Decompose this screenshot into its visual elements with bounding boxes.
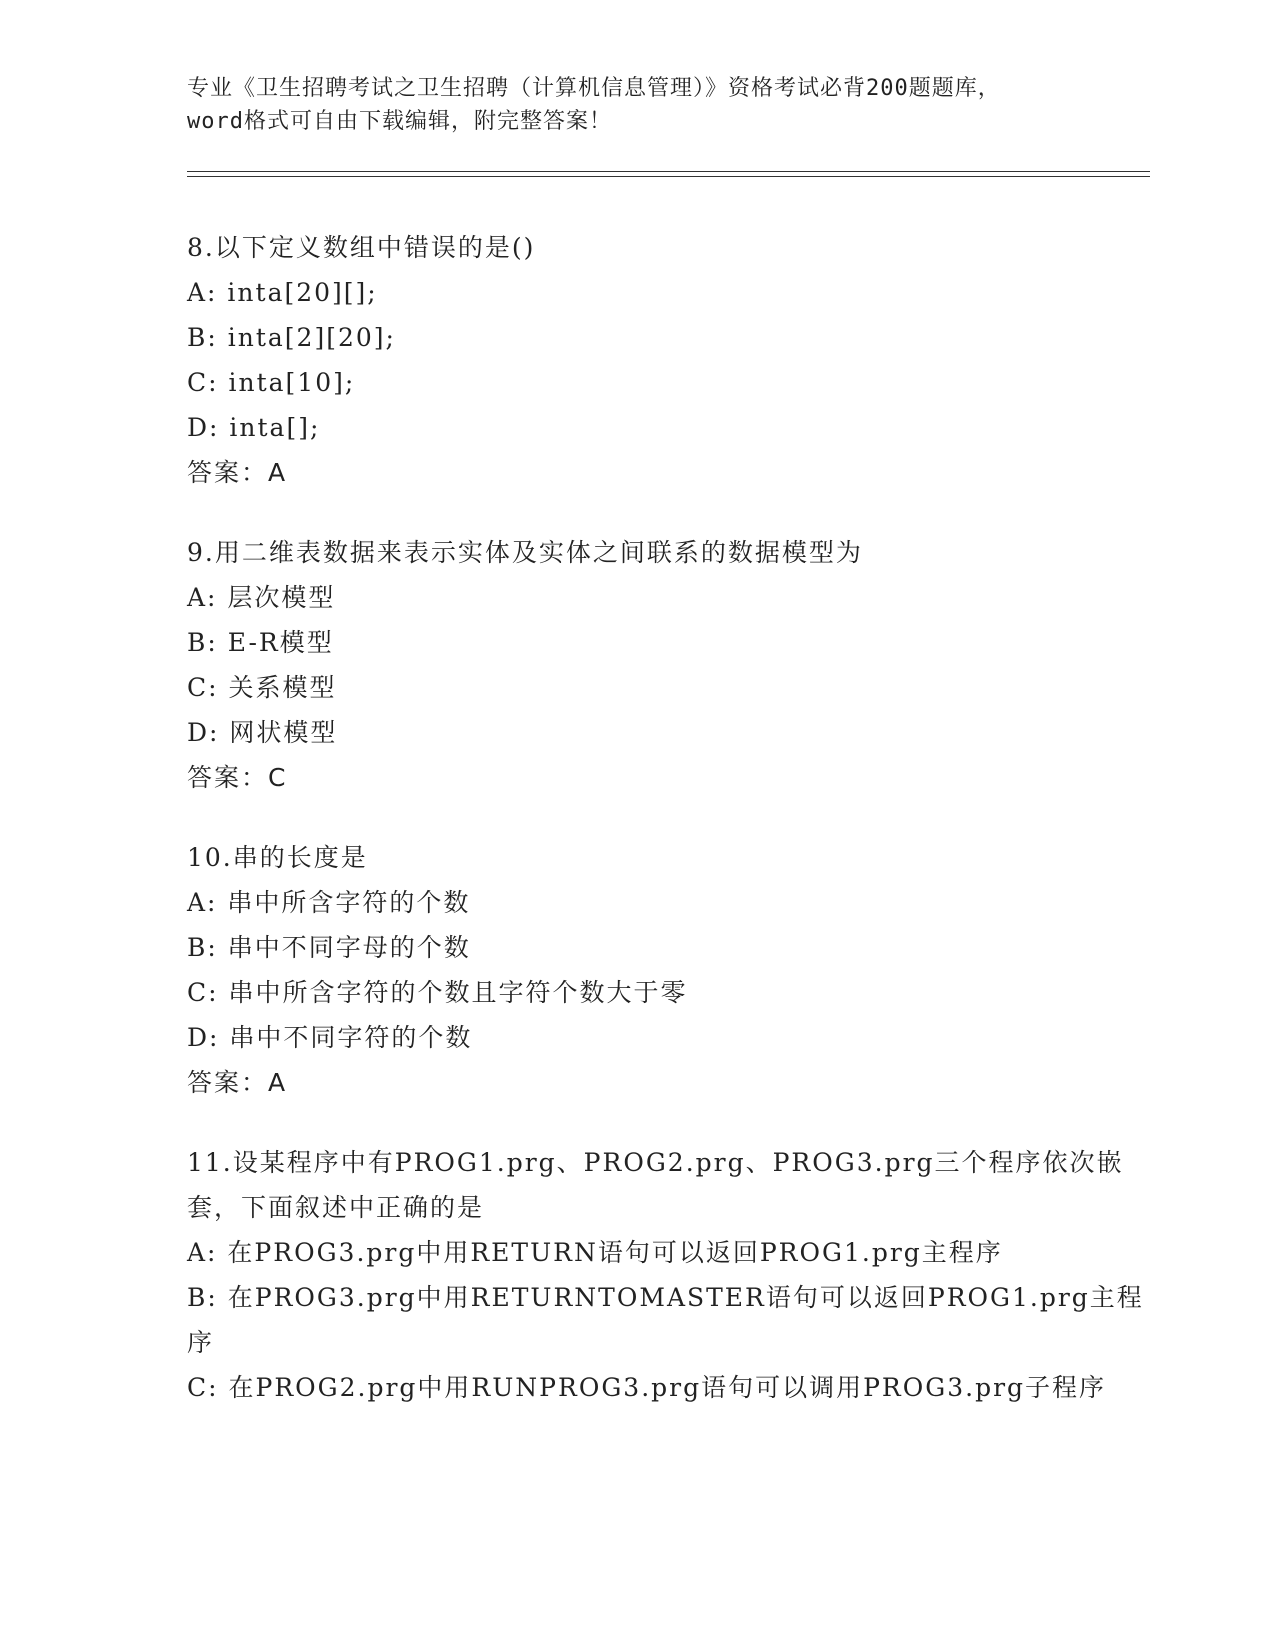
option-b: B: E-R模型 — [187, 628, 334, 657]
option-c: C: 在PROG2.prg中用RUNPROG3.prg语句可以调用PROG3.prg子程序 — [187, 1373, 1107, 1402]
option-d: D: 网状模型 — [187, 718, 338, 747]
option-c: C: 关系模型 — [187, 673, 337, 702]
document-header — [187, 72, 1087, 138]
option-d: D: inta[]; — [187, 413, 321, 442]
option-a: A: 串中所含字符的个数 — [187, 888, 471, 917]
option-b: B: 串中不同字母的个数 — [187, 933, 471, 962]
question-stem-line-1: 11.设某程序中有PROG1.prg、PROG2.prg、PROG3.prg三个程序依次嵌 — [187, 1148, 1124, 1177]
answer: 答案：A — [187, 1068, 288, 1097]
question-8 — [187, 225, 1087, 495]
question-10 — [187, 835, 1087, 1105]
option-c: C: inta[10]; — [187, 368, 356, 397]
option-c: C: 串中所含字符的个数且字符个数大于零 — [187, 978, 688, 1007]
question-stem: 9.用二维表数据来表示实体及实体之间联系的数据模型为 — [187, 538, 863, 567]
answer: 答案：C — [187, 763, 288, 792]
option-b: B: inta[2][20]; — [187, 323, 396, 352]
option-d: D: 串中不同字符的个数 — [187, 1023, 473, 1052]
header-rule-top — [187, 171, 1150, 172]
option-a: A: inta[20][]; — [187, 278, 378, 307]
option-a: A: 层次模型 — [187, 583, 336, 612]
option-b-line-1: B: 在PROG3.prg中用RETURNTOMASTER语句可以返回PROG1.prg主程 — [187, 1283, 1144, 1312]
option-b-line-2: 序 — [187, 1328, 215, 1357]
question-9 — [187, 530, 1087, 800]
header-line-1: 专业《卫生招聘考试之卫生招聘（计算机信息管理）》资格考试必背200题题库， — [187, 76, 1001, 101]
header-line-2: word格式可自由下载编辑，附完整答案！ — [187, 109, 612, 134]
answer: 答案：A — [187, 458, 288, 487]
question-stem-line-2: 套，下面叙述中正确的是 — [187, 1193, 485, 1222]
option-a: A: 在PROG3.prg中用RETURN语句可以返回PROG1.prg主程序 — [187, 1238, 1003, 1267]
header-rule-bottom — [187, 176, 1150, 177]
question-11 — [187, 1140, 1144, 1410]
question-stem: 10.串的长度是 — [187, 843, 368, 872]
question-stem: 8.以下定义数组中错误的是() — [187, 233, 536, 262]
